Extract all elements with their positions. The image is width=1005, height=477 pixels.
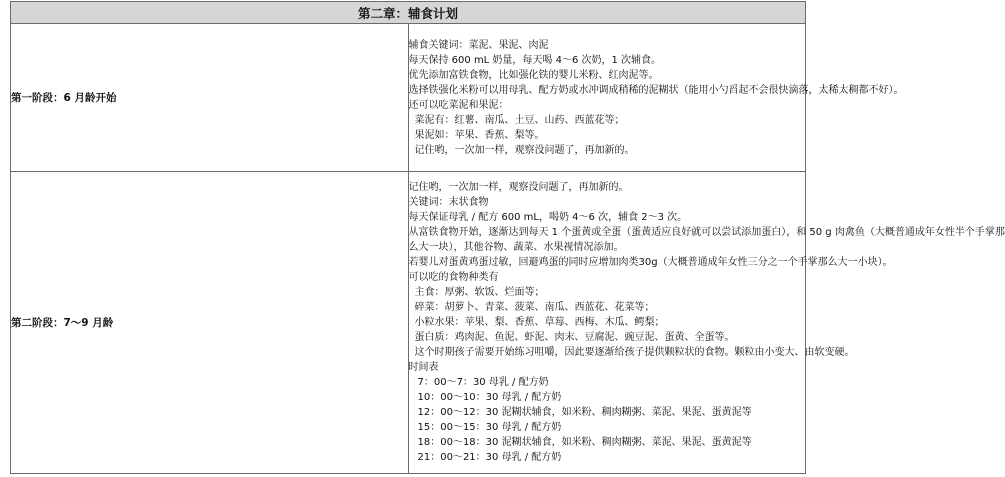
content-line: 记住哟，一次加一样，观察没问题了，再加新的。: [414, 144, 635, 156]
content-line: 时间表: [408, 362, 439, 373]
content-line: 主食：厚粥、软饭、烂面等；: [414, 287, 545, 298]
table-row: [11, 24, 806, 172]
table-row: [11, 172, 806, 474]
stage-content: [408, 24, 904, 172]
content-line: 辅食关键词：菜泥、果泥、肉泥: [408, 39, 549, 51]
content-line: 若婴儿对蛋黄鸡蛋过敏，回避鸡蛋的同时应增加肉类30g（大概普通成年女性三分之一个手掌那么大一小块）。: [408, 257, 893, 268]
stage-lines: [408, 180, 1005, 465]
content-line: 可以吃的食物种类有: [408, 272, 499, 283]
content-line: 小粒水果：苹果、梨、香蕉、草莓、西梅、木瓜、鳄梨；: [414, 317, 665, 328]
content-line: 每天保持 600 mL 奶量，每天喝 4～6 次奶，1 次辅食。: [408, 54, 662, 66]
stage-label: 第二阶段：7～9 月龄: [11, 172, 409, 474]
content-line: 15：00～15：30 母乳 / 配方奶: [417, 422, 562, 433]
content-line: 碎菜：胡萝卜、青菜、菠菜、南瓜、西蓝花、花菜等；: [414, 302, 655, 313]
content-line: 还可以吃菜泥和果泥：: [408, 99, 509, 111]
content-line: 21：00～21：30 母乳 / 配方奶: [417, 452, 562, 463]
content-line: 么大一块），其他谷物、蔬菜、水果视情况添加。: [408, 242, 624, 253]
content-line: 7：00～7：30 母乳 / 配方奶: [417, 377, 549, 388]
content-line: 从富铁食物开始，逐渐达到每天 1 个蛋黄或全蛋（蛋黄适应良好就可以尝试添加蛋白），和 50 g 肉禽鱼（大概普通成年女性半个手掌那: [408, 227, 1005, 238]
content-line: 果泥如：苹果、香蕉、梨等。: [414, 129, 545, 141]
content-line: 选择铁强化米粉可以用母乳、配方奶或水冲调成稍稀的泥糊状（能用小勺舀起不会很快滴落，太稀太稠都不好）。: [408, 84, 904, 96]
stage-label: 第一阶段：6 月龄开始: [11, 24, 409, 172]
content-line: 优先添加富铁食物，比如强化铁的婴儿米粉、红肉泥等。: [408, 69, 659, 81]
chapter-title: 第二章：辅食计划: [11, 2, 806, 24]
content-line: 菜泥有：红薯、南瓜、土豆、山药、西蓝花等；: [414, 114, 625, 126]
content-line: 关键词：末状食物: [408, 197, 489, 208]
content-line: 每天保证母乳 / 配方 600 mL，喝奶 4～6 次，辅食 2～3 次。: [408, 212, 688, 223]
stage-content: [408, 172, 1005, 474]
content-line: 蛋白质：鸡肉泥、鱼泥、虾泥、肉末、豆腐泥、豌豆泥、蛋黄、全蛋等。: [414, 332, 735, 343]
content-line: 18：00～18：30 泥糊状辅食，如米粉、稠肉糊粥、菜泥、果泥、蛋黄泥等: [417, 437, 752, 448]
meal-plan-table: [10, 1, 1005, 474]
content-line: 12：00～12：30 泥糊状辅食，如米粉、稠肉糊粥、菜泥、果泥、蛋黄泥等: [417, 407, 752, 418]
content-line: 记住哟，一次加一样，观察没问题了，再加新的。: [408, 182, 629, 193]
content-line: 这个时期孩子需要开始练习咀嚼，因此要逐渐给孩子提供颗粒状的食物。颗粒由小变大、由软变硬。: [414, 347, 855, 358]
content-line: 10：00～10：30 母乳 / 配方奶: [417, 392, 562, 403]
stage-lines: [408, 38, 904, 158]
